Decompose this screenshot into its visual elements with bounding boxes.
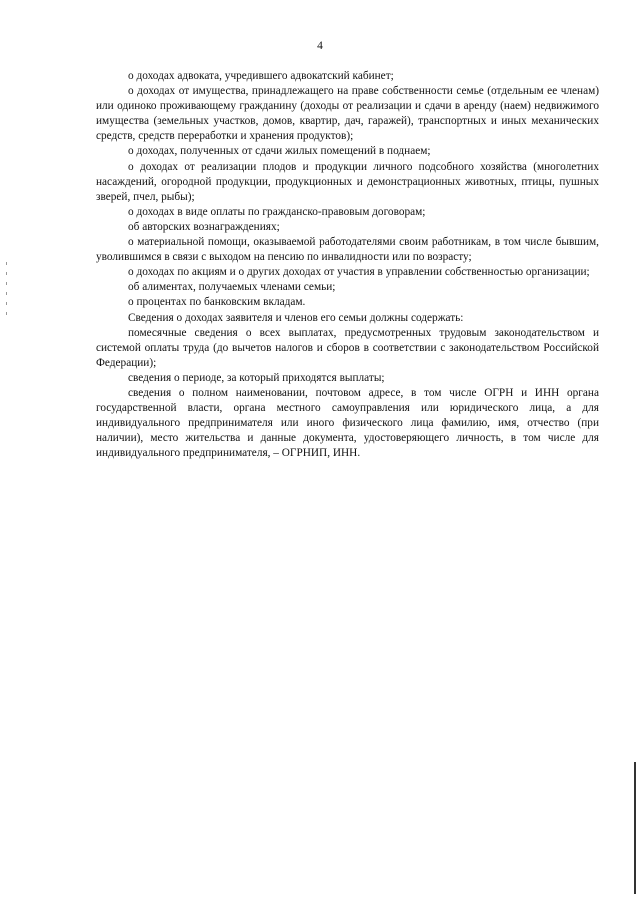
paragraph: о доходах по акциям и о других доходах от участия в управлении собственностью организации; [128,266,590,279]
paragraph: о доходах в виде оплаты по гражданско-правовым договорам; [128,205,426,218]
paragraph: о процентах по банковским вкладам. [128,296,306,309]
paragraph: о доходах от реализации плодов и продукции личного подсобного хозяйства (многолетних насаждений, огородной продукции, продукционных и демонстрационных животных, птицы, пушных зверей, пчел, рыбы); [96,160,599,203]
paragraph: об авторских вознаграждениях; [128,220,280,233]
paragraph: помесячные сведения о всех выплатах, предусмотренных трудовым законодательством и системой оплаты труда (до вычетов налогов и сборов в соответствии с законодательством Российской Федерации); [96,326,599,369]
paragraph: Сведения о доходах заявителя и членов его семьи должны содержать: [128,311,464,324]
paragraph: об алиментах, получаемых членами семьи; [128,281,336,294]
paragraph: о материальной помощи, оказываемой работодателями своим работникам, в том числе бывшим, уволившимся в связи с выходом на пенсию по инвалидности или по возрасту; [96,236,599,264]
scan-edge-line [634,762,636,894]
paragraph: о доходах от имущества, принадлежащего на праве собственности семье (отдельным ее членам) или одиноко проживающему гражданину (доходы от реализации и сдачи в аренду (наем) недвижимого имущества (земельных участков, домов, квартир, дач, гаражей), транспортных и иных механических средств, средств переработки и хранения продуктов); [96,85,599,143]
paragraph: сведения о полном наименовании, почтовом адресе, в том числе ОГРН и ИНН органа государственной власти, органа местного самоуправления или юридического лица, а для индивидуального предпринимателя или иного физического лица фамилию, имя, отчество (при наличии), место жительства и данные документа, удостоверяющего личность, в том числе для индивидуального предпринимателя, – ОГРНИП, ИНН. [96,386,599,460]
paragraph: сведения о периоде, за который приходятся выплаты; [128,371,385,384]
page-number: 4 [317,40,323,52]
margin-scan-marks [6,262,8,322]
paragraph: о доходах, полученных от сдачи жилых помещений в поднаем; [128,145,431,158]
paragraph: о доходах адвоката, учредившего адвокатский кабинет; [128,70,394,82]
document-body [96,69,599,461]
